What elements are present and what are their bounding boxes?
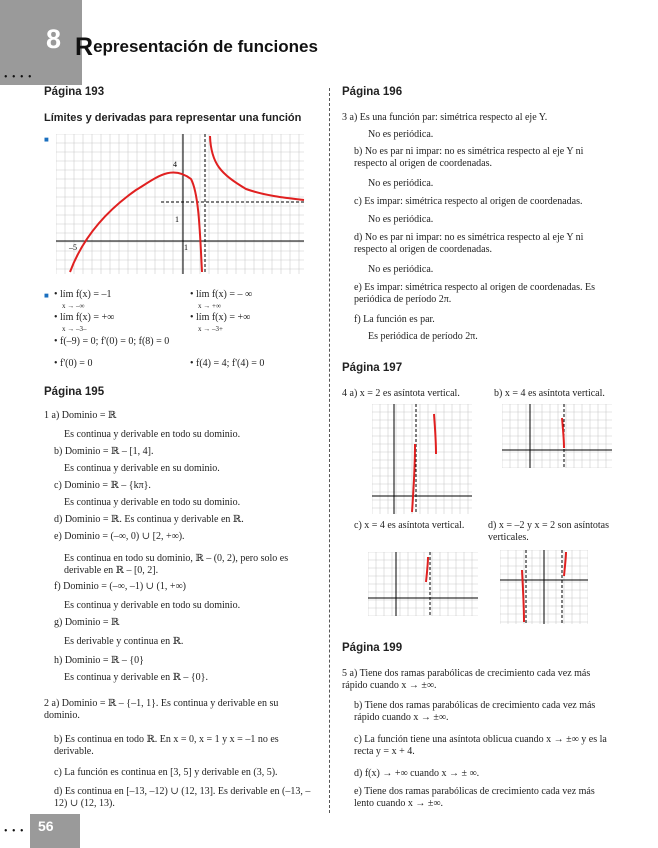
caption-4c: c) x = 4 es asíntota vertical. — [354, 520, 465, 531]
answer-line: c) La función tiene una asíntota oblicua cuando x → ±∞ y es la recta y = x + 4. — [354, 734, 607, 757]
grid — [368, 552, 478, 616]
curve — [412, 444, 415, 512]
subheading-p193: Límites y derivadas para representar una función — [44, 112, 302, 124]
answer-line: f) La función es par. — [354, 314, 435, 325]
heading-p196: Página 196 — [342, 86, 403, 98]
answer-line: f) Dominio = (–∞, –1) ∪ (1, +∞) — [54, 581, 186, 592]
grid — [56, 134, 304, 274]
answer-line: No es periódica. — [368, 129, 434, 140]
answer-line: Es continua y derivable en todo su dominio. — [64, 429, 241, 440]
bullet-3: • lím f(x) = +∞ — [54, 312, 115, 323]
title-rest: epresentación de funciones — [93, 37, 318, 56]
answer-line: 1 a) Dominio = ℝ — [44, 410, 117, 421]
label-xm5: –5 — [69, 243, 77, 252]
answer-line: e) Es impar: simétrica respecto al origen de coordenadas. Es periódica de período 2π. — [354, 282, 596, 305]
answer-line: 5 a) Tiene dos ramas parabólicas de crecimiento cada vez más rápido cuando x → ±∞. — [342, 668, 591, 691]
heading-p199: Página 199 — [342, 642, 403, 654]
answer-line: d) No es par ni impar: no es simétrica respecto al eje Y ni respecto al origen de coordenadas. — [354, 232, 584, 255]
decorative-dots-bottom: • • • — [4, 826, 25, 837]
graph-4d — [500, 550, 588, 624]
bullet-3-sub: x → –3– — [62, 325, 87, 333]
bullet-5: • f(–9) = 0; f'(0) = 0; f(8) = 0 — [54, 336, 170, 347]
answer-line: c) Dominio = ℝ – {kπ}. — [54, 480, 151, 491]
answer-line: No es periódica. — [368, 178, 434, 189]
bullet-4: • lím f(x) = +∞ — [190, 312, 251, 323]
answer-line: Es periódica de período 2π. — [368, 331, 478, 342]
bullet-1: • lím f(x) = –1 — [54, 289, 112, 300]
answer-line: d) Dominio = ℝ. Es continua y derivable en ℝ. — [54, 514, 244, 525]
bullet-2-sub: x → +∞ — [198, 302, 221, 310]
title-cap: R — [75, 33, 94, 61]
caption-4d: d) x = –2 y x = 2 son asíntotas verticales. — [488, 520, 609, 543]
grid — [502, 404, 612, 468]
bullet-7: • f(4) = 4; f'(4) = 0 — [190, 358, 265, 369]
caption-4b: b) x = 4 es asíntota vertical. — [494, 388, 605, 399]
answer-line: e) Tiene dos ramas parabólicas de crecimiento cada vez más lento cuando x → ±∞. — [354, 786, 595, 809]
label-y1: 1 — [175, 215, 179, 224]
answer-line: c) La función es continua en [3, 5] y derivable en (3, 5). — [54, 767, 278, 778]
heading-p197: Página 197 — [342, 362, 403, 374]
answer-line: Es continua y derivable en todo su dominio. — [64, 497, 241, 508]
answer-line: h) Dominio = ℝ – {0} — [54, 655, 144, 666]
label-x1: 1 — [184, 243, 188, 252]
answer-line: Es continua y derivable en todo su dominio. — [64, 600, 241, 611]
caption-4a: 4 a) x = 2 es asíntota vertical. — [342, 388, 460, 399]
function-graph-p193 — [56, 134, 306, 274]
answer-line: Es derivable y continua en ℝ. — [64, 636, 184, 647]
bullet-4-sub: x → –3+ — [198, 325, 223, 333]
answer-line: Es continua en todo su dominio, ℝ – (0, 2), pero solo es derivable en ℝ – [0, 2]. — [64, 553, 289, 576]
answer-line: c) Es impar: simétrica respecto al origen de coordenadas. — [354, 196, 583, 207]
heading-p193: Página 193 — [44, 86, 105, 98]
answer-line: 3 a) Es una función par: simétrica respecto al eje Y. — [342, 112, 548, 123]
answer-line: d) f(x) → +∞ cuando x → ± ∞. — [354, 768, 480, 779]
bullet-1-sub: x → –∞ — [62, 302, 85, 310]
heading-p195: Página 195 — [44, 386, 105, 398]
page-number: 56 — [38, 818, 54, 834]
graph-4a — [372, 404, 472, 514]
answer-line: No es periódica. — [368, 214, 434, 225]
bullet-square-icon: ■ — [44, 135, 49, 144]
answer-line: Es continua y derivable en ℝ – {0}. — [64, 672, 208, 683]
answer-line: 2 a) Dominio = ℝ – {–1, 1}. Es continua y derivable en su dominio. — [44, 698, 279, 721]
bullet-6: • f'(0) = 0 — [54, 358, 93, 369]
bullet-2: • lím f(x) = – ∞ — [190, 289, 253, 300]
answer-line: e) Dominio = (–∞, 0) ∪ [2, +∞). — [54, 531, 185, 542]
graph-4c — [368, 552, 478, 616]
answer-line: b) No es par ni impar: no es simétrica respecto al eje Y ni respecto al origen de coordenadas. — [354, 146, 584, 169]
decorative-dots: • • • • — [4, 72, 33, 83]
page-title — [75, 30, 318, 59]
answer-line: d) Es continua en [–13, –12) ∪ (12, 13]. Es derivable en (–13, –12) ∪ (12, 13). — [54, 786, 311, 809]
graph-4b — [502, 404, 612, 468]
column-divider — [329, 88, 330, 813]
chapter-number: 8 — [46, 24, 62, 54]
curve — [562, 418, 564, 448]
answer-line: b) Tiene dos ramas parabólicas de crecimiento cada vez más rápido cuando x → ±∞. — [354, 700, 596, 723]
answer-line: Es continua y derivable en su dominio. — [64, 463, 220, 474]
answer-line: No es periódica. — [368, 264, 434, 275]
answer-line: b) Es continua en todo ℝ. En x = 0, x = 1 y x = –1 no es derivable. — [54, 734, 279, 757]
answer-line: b) Dominio = ℝ – [1, 4]. — [54, 446, 154, 457]
label-y4: 4 — [173, 160, 177, 169]
curve — [426, 557, 428, 582]
grid — [372, 404, 472, 514]
answer-line: g) Dominio = ℝ — [54, 617, 120, 628]
bullet-square-icon-2: ■ — [44, 291, 49, 300]
